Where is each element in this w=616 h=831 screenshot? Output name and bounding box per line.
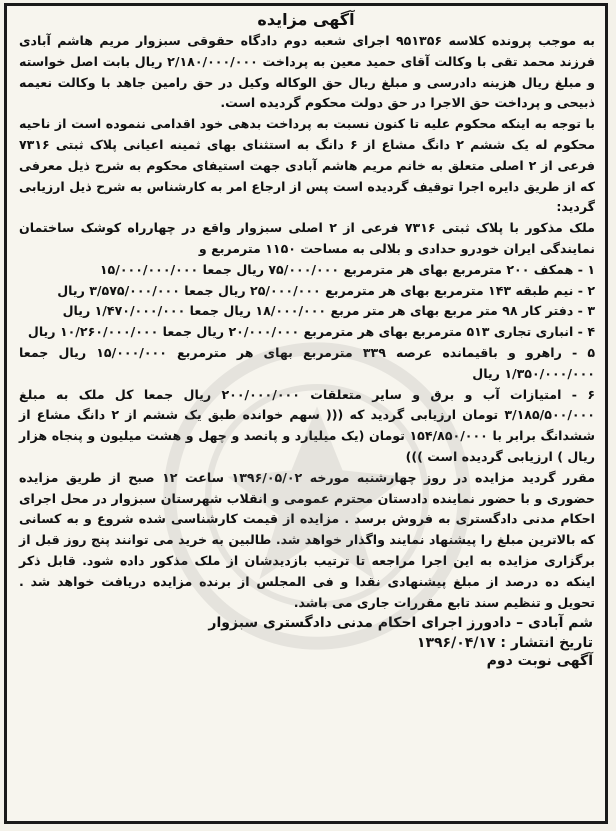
auction-paragraph: مقرر گردید مزایده در روز چهارشنبه مورخه ۱۳۹۶/۰۵/۰۲ ساعت ۱۲ صبح از طریق مزایده حضوری و با حضور نماینده دادستان محترم عمومی و انقلاب شهرستان سبزوار در محل اجرای احکام مدنی دادگستری به فروش برسد . مزایده از قیمت کارشناسی شده شروع و به کسانی که بالاترین مبلغ را پیشنهاد نمایند واگذار خواهد شد. طالبین به خرید می توانند پنج روز قبل از برگزاری مزایده به این اجرا مراجعه تا ترتیب بازدیدشان از ملک مذکور داده شود. قابل ذکر اینکه ده درصد از مبلغ پیشنهادی نقدا و فی المجلس از برنده مزایده دریافت خواهد شد . تحویل و تنظیم سند تابع مقررات جاری می باشد. bbox=[19, 469, 595, 610]
property-paragraph: ملک مذکور با پلاک ثبتی ۷۳۱۶ فرعی از ۲ اصلی سبزوار واقع در چهارراه کوشک ساختمان نمایندگی ایران خودرو حدادی و بلالی به مساحت ۱۱۵۰ مترمربع و bbox=[19, 220, 595, 256]
valuation-item: ۲ - نیم طبقه ۱۴۳ مترمربع بهای هر مترمربع ۲۵/۰۰۰/۰۰۰ ریال جمعا ۳/۵۷۵/۰۰۰/۰۰۰ ریال bbox=[57, 282, 595, 298]
valuation-item: ۳ - دفتر کار ۹۸ متر مربع بهای هر متر مربع ۱۸/۰۰۰/۰۰۰ ریال جمعا ۱/۴۷۰/۰۰۰/۰۰۰ ریال bbox=[62, 303, 595, 319]
seizure-paragraph: با توجه به اینکه محکوم علیه تا کنون نسبت به پرداخت بدهی خود اقدامی ننموده است از ناحیه محکوم له یک ششم ۲ دانگ مشاع از ۶ دانگ به استثنای بهای ثمینه اعیانی پلاک ثبتی ۷۳۱۶ فرعی از ۲ اصلی متعلق به خانم مریم هاشم آبادی جهت استیفای محکوم به شرح ذیل معرفی که از طریق دایره اجرا توقیف گردیده است پس از ارجاع امر به کارشناس به شرح ذیل ارزیابی گردید: bbox=[19, 116, 595, 215]
notice-body bbox=[7, 31, 605, 613]
intro-paragraph: به موجب پرونده کلاسه ۹۵۱۳۵۶ اجرای شعبه دوم دادگاه حقوقی سبزوار مریم هاشم آبادی فرزند محمد تقی با وکالت آقای حمید معین به پرداخت ۲/۱۸۰/۰۰۰/۰۰۰ ریال بابت اصل خواسته و مبلغ ریال هزینه دادرسی و مبلغ ریال حق الوکاله وکیل در حق رامین جاهد با وکالت نعیمه ذبیحی و پرداخت حق الاجرا در حق دولت محکوم گردیده است. bbox=[19, 33, 595, 111]
valuation-list bbox=[19, 260, 595, 468]
valuation-item: ۴ - انباری تجاری ۵۱۳ مترمربع بهای هر مترمربع ۲۰/۰۰۰/۰۰۰ ریال جمعا ۱۰/۲۶۰/۰۰۰/۰۰۰ ریال bbox=[27, 324, 595, 340]
publication-date: تاریخ انتشار : ۱۳۹۶/۰۴/۱۷ bbox=[416, 635, 593, 652]
signature-line: شم آبادی – دادورز اجرای احکام مدنی دادگستری سبزوار bbox=[208, 615, 593, 632]
valuation-item: ۵ - راهرو و باقیمانده عرصه ۳۳۹ مترمربع بهای هر مترمربع ۱۵/۰۰۰/۰۰۰ ریال جمعا ۱/۳۵۰/۰۰۰/۰۰۰ ریال bbox=[19, 344, 595, 381]
notice-title: آگهی مزایده bbox=[257, 10, 355, 29]
valuation-item: ۶ - امتیازات آب و برق و سایر متعلقات ۲۰۰/۰۰۰/۰۰۰ ریال جمعا کل ملک به مبلغ ۳/۱۸۵/۵۰۰/۰۰۰ تومان ارزیابی گردید که ((( سهم خوانده طبق یک ششم از ۲ دانگ مشاع از ششدانگ برابر با ۱۵۴/۸۵۰/۰۰۰ تومان (یک میلیارد و پانصد و چهل و هشت میلیون و پنجاه هزار ریال ) ارزیابی گردیده است ))) bbox=[19, 386, 595, 464]
valuation-item: ۱ - همکف ۲۰۰ مترمربع بهای هر مترمربع ۷۵/۰۰۰/۰۰۰ ریال جمعا ۱۵/۰۰۰/۰۰۰/۰۰۰ bbox=[99, 261, 595, 277]
publication-round: آگهی نوبت دوم bbox=[486, 653, 593, 670]
auction-notice bbox=[4, 3, 608, 824]
